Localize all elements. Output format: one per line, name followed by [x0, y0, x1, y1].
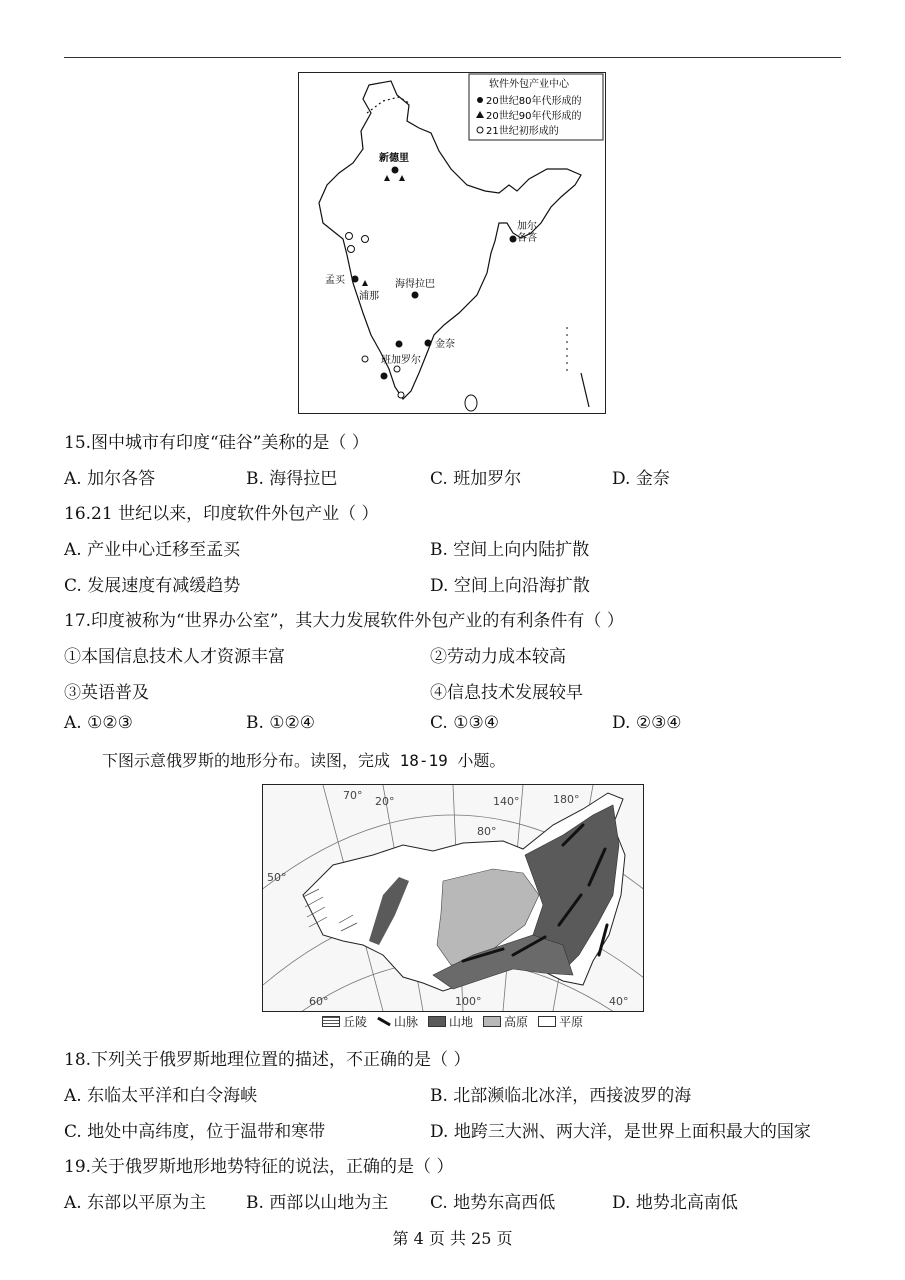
- q17-stem: 17.印度被称为“世界办公室”，其大力发展软件外包产业的有利条件有（ ）: [64, 611, 624, 631]
- marker-bangalore-2: [381, 373, 388, 380]
- city-kolkata-2: 各答: [517, 233, 537, 244]
- city-kolkata-1: 加尔: [517, 221, 537, 232]
- q19-option-b: B. 西部以山地为主: [246, 1193, 389, 1213]
- legend-hill: 丘陵: [343, 1015, 368, 1029]
- city-pune: 浦那: [359, 291, 379, 302]
- q19-option-c: C. 地势东高西低: [430, 1193, 556, 1213]
- q17-statement-1: ①本国信息技术人才资源丰富: [64, 647, 285, 667]
- lon-label-140: 140°: [493, 795, 520, 808]
- lon-label-180: 180°: [553, 793, 580, 806]
- marker-ring-gujarat-3: [348, 246, 355, 253]
- legend-ring-21c: [477, 127, 483, 133]
- q16-stem: 16.21 世纪以来，印度软件外包产业（ ）: [64, 504, 379, 524]
- marker-ring-gujarat-1: [346, 233, 353, 240]
- city-chennai: 金奈: [435, 339, 455, 350]
- legend-dot-80s: [477, 97, 483, 103]
- q19-stem: 19.关于俄罗斯地形地势特征的说法，正确的是（ ）: [64, 1157, 454, 1177]
- marker-ring-south-2: [394, 366, 400, 372]
- q18-stem: 18.下列关于俄罗斯地理位置的描述，不正确的是（ ）: [64, 1050, 471, 1070]
- marker-hyderabad: [412, 292, 419, 299]
- lon-label-100: 100°: [455, 995, 482, 1008]
- india-map: [298, 72, 606, 414]
- q15-stem: 15.图中城市有印度“硅谷”美称的是（ ）: [64, 433, 369, 453]
- legend-hill-swatch: [322, 1016, 340, 1027]
- legend-mountain: 山地: [449, 1015, 474, 1029]
- q16-option-a: A. 产业中心迁移至孟买: [64, 540, 241, 560]
- lat-label-80: 80°: [477, 825, 497, 838]
- marker-ring-south-3: [398, 392, 404, 398]
- q18-option-b: B. 北部濒临北冰洋，西接波罗的海: [430, 1086, 692, 1106]
- map1-legend-1: 20世纪80年代形成的: [486, 96, 582, 107]
- q18-option-c: C. 地处中高纬度，位于温带和寒带: [64, 1122, 326, 1142]
- q17-option-d: D. ②③④: [612, 713, 682, 733]
- q17-option-c: C. ①③④: [430, 713, 499, 733]
- marker-ring-south-1: [362, 356, 368, 362]
- q17-statement-2: ②劳动力成本较高: [430, 647, 566, 667]
- q18-option-d: D. 地跨三大洲、两大洋，是世界上面积最大的国家: [430, 1122, 811, 1142]
- lat-label-60: 60°: [309, 995, 329, 1008]
- lat-label-50: 50°: [267, 871, 287, 884]
- q17-statement-4: ④信息技术发展较早: [430, 683, 583, 703]
- q19-option-a: A. 东部以平原为主: [64, 1193, 207, 1213]
- lat-label-40: 40°: [609, 995, 629, 1008]
- marker-kolkata: [510, 236, 517, 243]
- map1-legend-2: 20世纪90年代形成的: [486, 111, 582, 122]
- city-hyderabad: 海得拉巴: [395, 279, 435, 290]
- marker-new-delhi: [392, 167, 399, 174]
- q15-option-c: C. 班加罗尔: [430, 469, 522, 489]
- q15-option-b: B. 海得拉巴: [246, 469, 338, 489]
- legend-plateau-swatch: [483, 1016, 501, 1027]
- russia-map-legend: [322, 1013, 622, 1030]
- marker-mumbai: [352, 276, 359, 283]
- map1-legend-3: 21世纪初形成的: [486, 126, 559, 137]
- q15-option-d: D. 金奈: [612, 469, 670, 489]
- city-mumbai: 孟买: [325, 275, 345, 286]
- lon-label-20: 20°: [375, 795, 395, 808]
- legend-plain: 平原: [559, 1015, 584, 1029]
- q18-option-a: A. 东临太平洋和白令海峡: [64, 1086, 258, 1106]
- q15-option-a: A. 加尔各答: [64, 469, 156, 489]
- legend-plateau: 高原: [504, 1015, 529, 1029]
- q19-option-d: D. 地势北高南低: [612, 1193, 738, 1213]
- map1-legend-title: 软件外包产业中心: [489, 79, 569, 90]
- legend-mountain-swatch: [428, 1016, 446, 1027]
- page-footer: 第 4 页 共 25 页: [392, 1229, 513, 1248]
- lat-label-70: 70°: [343, 789, 363, 802]
- city-new-delhi: 新德里: [379, 153, 409, 164]
- q17-option-b: B. ①②④: [246, 713, 316, 733]
- q16-option-b: B. 空间上向内陆扩散: [430, 540, 590, 560]
- q17-option-a: A. ①②③: [64, 713, 133, 733]
- map-corner-line: [581, 373, 589, 407]
- russia-map: [262, 784, 644, 1012]
- legend-range-swatch: [377, 1017, 391, 1027]
- legend-range: 山脉: [394, 1015, 419, 1029]
- marker-bangalore-1: [396, 341, 403, 348]
- q17-statement-3: ③英语普及: [64, 683, 149, 703]
- marker-chennai: [425, 340, 432, 347]
- q16-option-c: C. 发展速度有减缓趋势: [64, 576, 241, 596]
- city-bangalore: 班加罗尔: [381, 355, 421, 366]
- marker-ring-gujarat-2: [362, 236, 369, 243]
- sri-lanka: [465, 395, 477, 411]
- q16-option-d: D. 空间上向沿海扩散: [430, 576, 590, 596]
- header-rule: [64, 57, 841, 58]
- section-intro: 下图示意俄罗斯的地形分布。读图，完成 18-19 小题。: [102, 751, 506, 770]
- legend-plain-swatch: [538, 1016, 556, 1027]
